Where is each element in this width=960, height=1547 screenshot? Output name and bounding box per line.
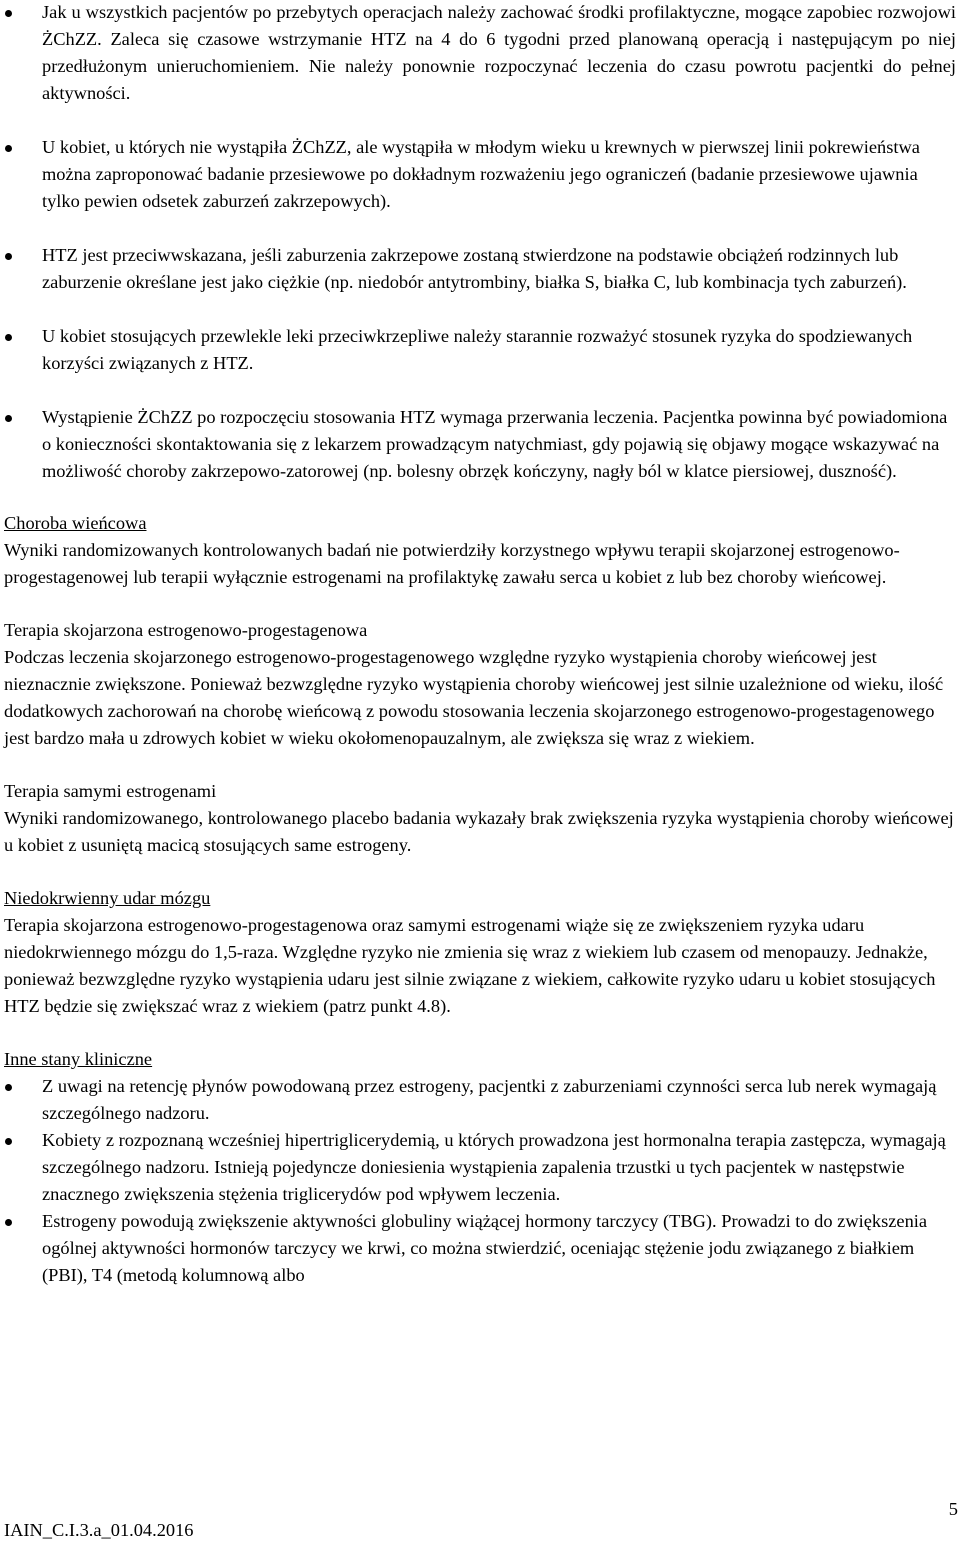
bullet-text: Estrogeny powodują zwiększenie aktywności globuliny wiążącej hormony tarczycy (TBG). Prowadzi to do zwiększenia ogólnej aktywności hormonów tarczycy we krwi, co można stwierdzić, oceniając stężenie jodu związanego z białkiem (PBI), T4 (metodą kolumnową albo xyxy=(42,1211,928,1285)
section-heading: Inne stany kliniczne xyxy=(4,1049,153,1069)
list-item xyxy=(0,404,960,485)
bullet-icon xyxy=(5,253,12,260)
bullet-icon xyxy=(5,1084,12,1091)
paragraph: Terapia skojarzona estrogenowo-progestagenowa oraz samymi estrogenami wiąże się ze zwiększeniem ryzyka udaru niedokrwiennego mózgu do 1,5-raza. Względne ryzyko nie zmienia się wraz z wiekiem lub czasem od menopauzy. Jednakże, ponieważ bezwzględne ryzyko wystąpienia udaru jest silnie związane z wiekiem, całkowite ryzyko udaru u kobiet stosujących HTZ będzie się zwiększać wraz z wiekiem (patrz punkt 4.8). xyxy=(4,915,936,1016)
paragraph: Wyniki randomizowanego, kontrolowanego placebo badania wykazały brak zwiększenia ryzyka wystąpienia choroby wieńcowej u kobiet z usuniętą macicą stosujących same estrogeny. xyxy=(4,808,954,855)
list-item xyxy=(0,134,960,215)
other-conditions-list xyxy=(0,1073,960,1289)
bullet-icon xyxy=(5,145,12,152)
paragraph: Podczas leczenia skojarzonego estrogenowo-progestagenowego względne ryzyko wystąpienia choroby wieńcowej jest nieznacznie zwiększone. Ponieważ bezwzględne ryzyko wystąpienia choroby wieńcowej jest silnie uzależnione od wieku, ilość dodatkowych zachorowań na chorobę wieńcową z powodu stosowania leczenia skojarzonego estrogenowo-progestagenowego jest bardzo mała u zdrowych kobiet w wieku okołomenopauzalnym, ale zwiększa się wraz z wiekiem. xyxy=(4,647,944,748)
coronary-section xyxy=(0,510,960,859)
section-heading: Choroba wieńcowa xyxy=(4,513,147,533)
document-id: IAIN_C.I.3.a_01.04.2016 xyxy=(4,1520,194,1540)
bullet-icon xyxy=(5,1219,12,1226)
bullet-icon xyxy=(5,334,12,341)
page-number: 5 xyxy=(948,1499,958,1519)
list-item xyxy=(0,1073,960,1127)
bullet-text: Jak u wszystkich pacjentów po przebytych operacjach należy zachować środki profilaktyczne, mogące zapobiec rozwojowi ŻChZZ. Zaleca się czasowe wstrzymanie HTZ na 4 do 6 tygodni przed planowaną operacją i następującym po niej przedłużonym unieruchomieniem. Nie należy ponownie rozpoczynać leczenia do czasu powrotu pacjentki do pełnej aktywności. xyxy=(42,2,956,103)
other-conditions-section xyxy=(0,1046,960,1289)
bullet-text: U kobiet, u których nie wystąpiła ŻChZZ, ale wystąpiła w młodym wieku u krewnych w pierwszej linii pokrewieństwa można zaproponować badanie przesiewowe po dokładnym rozważeniu jego ograniczeń (badanie przesiewowe ujawnia tylko pewien odsetek zaburzeń zakrzepowych). xyxy=(42,137,920,211)
bullet-icon xyxy=(5,415,12,422)
list-item xyxy=(0,1208,960,1289)
list-item xyxy=(0,242,960,296)
bullet-text: U kobiet stosujących przewlekle leki przeciwkrzepliwe należy starannie rozważyć stosunek ryzyka do spodziewanych korzyści związanych z HTZ. xyxy=(42,326,913,373)
paragraph: Wyniki randomizowanych kontrolowanych badań nie potwierdziły korzystnego wpływu terapii skojarzonej estrogenowo-progestagenowej lub terapii wyłącznie estrogenami na profilaktykę zawału serca u kobiet z lub bez choroby wieńcowej. xyxy=(4,540,900,587)
bullet-text: Z uwagi na retencję płynów powodowaną przez estrogeny, pacjentki z zaburzeniami czynności serca lub nerek wymagają szczególnego nadzoru. xyxy=(42,1076,937,1123)
bullet-text: HTZ jest przeciwwskazana, jeśli zaburzenia zakrzepowe zostaną stwierdzone na podstawie obciążeń rodzinnych lub zaburzenie określane jest jako ciężkie (np. niedobór antytrombiny, białka S, białka C, lub kombinacja tych zaburzeń). xyxy=(42,245,907,292)
list-item xyxy=(0,323,960,377)
bullet-text: Wystąpienie ŻChZZ po rozpoczęciu stosowania HTZ wymaga przerwania leczenia. Pacjentka powinna być powiadomiona o konieczności skontaktowania się z lekarzem prowadzącym natychmiast, gdy pojawią się objawy mogące wskazywać na możliwość choroby zakrzepowo-zatorowej (np. bolesny obrzęk kończyny, nagły ból w klatce piersiowej, duszność). xyxy=(42,407,948,481)
stroke-section xyxy=(0,885,960,1020)
section-heading: Niedokrwienny udar mózgu xyxy=(4,888,211,908)
subsection-title: Terapia samymi estrogenami xyxy=(4,781,217,801)
bullet-icon xyxy=(5,10,12,17)
bullet-icon xyxy=(5,1138,12,1145)
precautions-list xyxy=(0,0,960,485)
bullet-text: Kobiety z rozpoznaną wcześniej hipertriglicerydemią, u których prowadzona jest hormonalna terapia zastępcza, wymagają szczególnego nadzoru. Istnieją pojedyncze doniesienia wystąpienia zapalenia trzustki u tych pacjentek w następstwie znacznego zwiększenia stężenia triglicerydów pod wpływem leczenia. xyxy=(42,1130,946,1204)
subsection-title: Terapia skojarzona estrogenowo-progestagenowa xyxy=(4,620,368,640)
list-item xyxy=(0,0,960,107)
list-item xyxy=(0,1127,960,1208)
